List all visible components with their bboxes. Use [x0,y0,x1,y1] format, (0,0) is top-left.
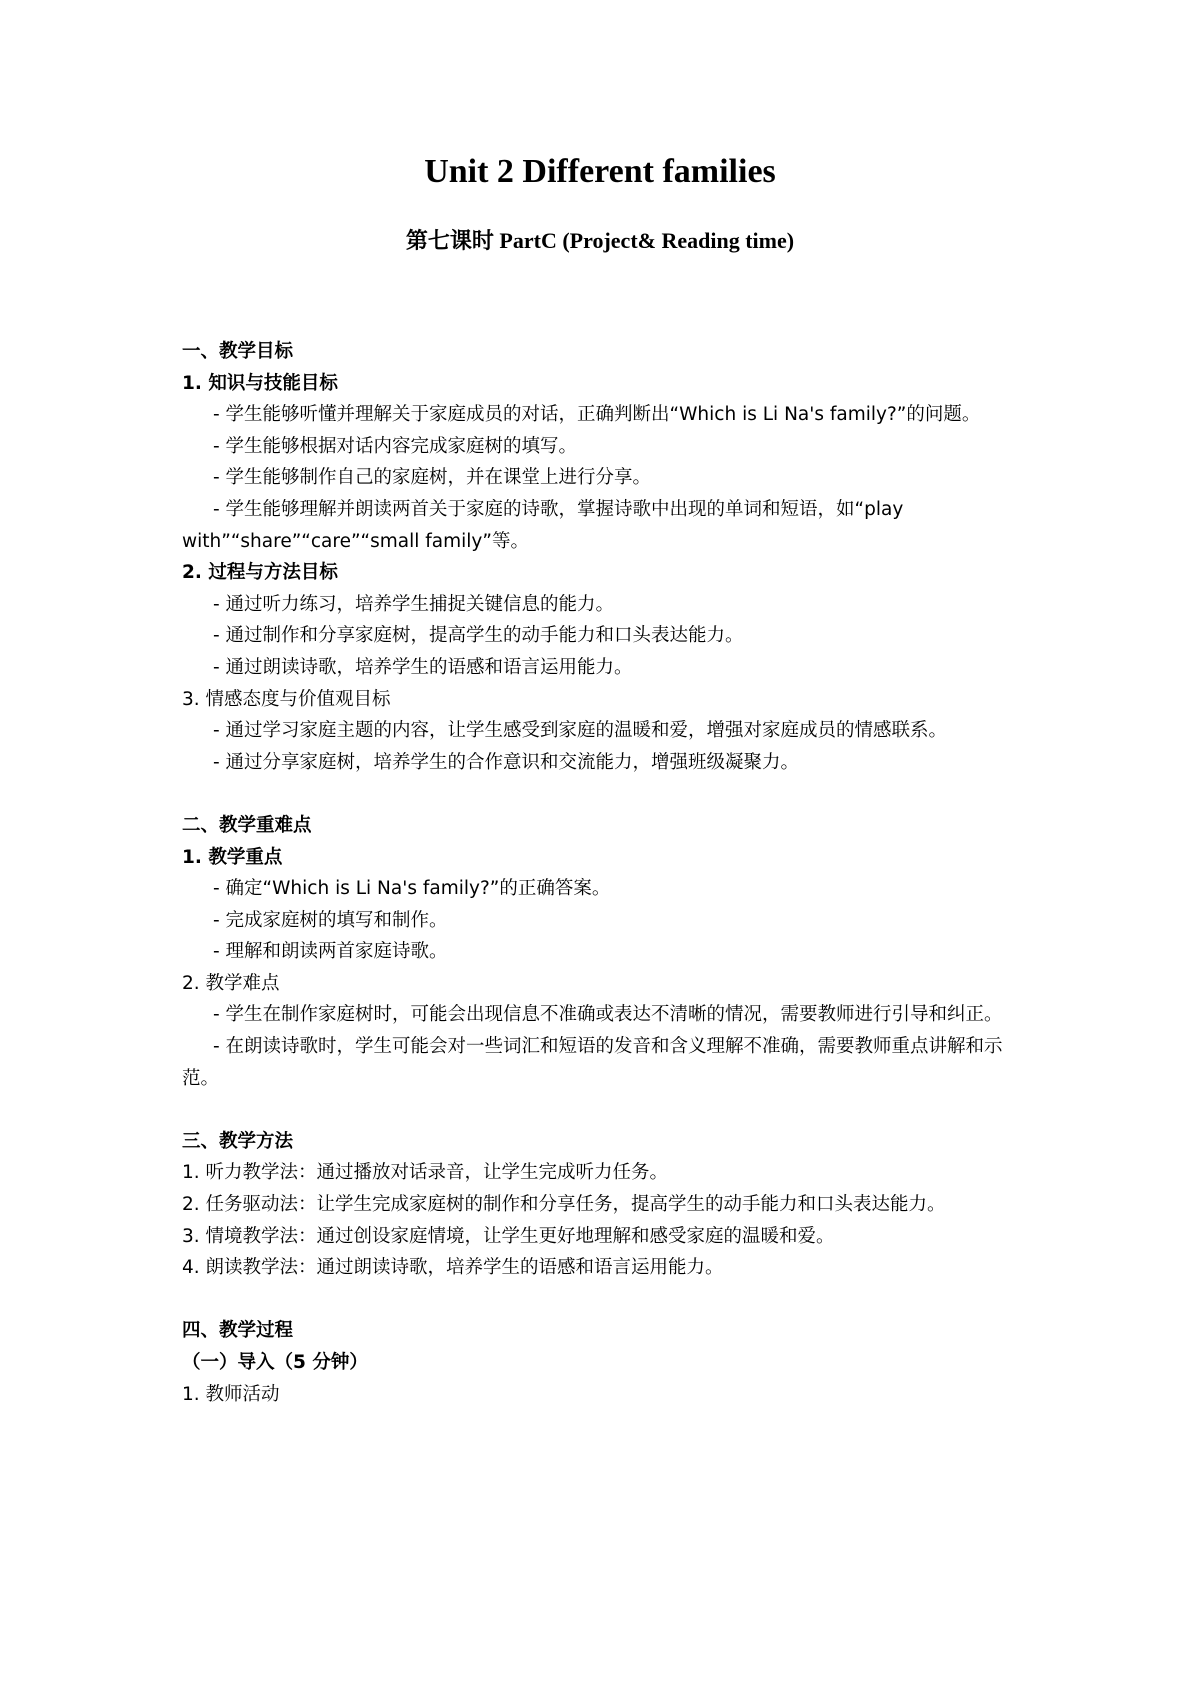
list-item: - 通过朗读诗歌，培养学生的语感和语言运用能力。 [213,656,633,678]
list-item: - 学生能够根据对话内容完成家庭树的填写。 [213,435,578,457]
list-item: - 确定“Which is Li Na's family?”的正确答案。 [213,878,611,900]
section-heading-key-points: 二、教学重难点 [182,814,312,836]
subheading-key-points: 1. 教学重点 [182,846,283,868]
list-item: - 学生能够理解并朗读两首关于家庭的诗歌，掌握诗歌中出现的单词和短语，如“play with”“share”“care”“small family”等。 [182,498,904,552]
list-item: - 在朗读诗歌时，学生可能会对一些词汇和短语的发音和含义理解不准确，需要教师重点讲解和示范。 [182,1036,1003,1089]
subheading-difficulties: 2. 教学难点 [182,972,280,994]
subheading-process-methods: 2. 过程与方法目标 [182,562,338,584]
document-title: Unit 2 Different families [424,153,776,190]
list-item: - 学生在制作家庭树时，可能会出现信息不准确或表达不清晰的情况，需要教师进行引导和纠正。 [213,1004,1003,1026]
document-body [182,336,1026,1410]
section-spacer [182,1284,1026,1316]
section-spacer [182,1094,1026,1126]
section-heading-objectives: 一、教学目标 [182,341,294,362]
list-item: - 通过分享家庭树，培养学生的合作意识和交流能力，增强班级凝聚力。 [213,751,800,773]
list-item: - 通过听力练习，培养学生捕捉关键信息的能力。 [213,593,615,615]
list-item: 1. 听力教学法：通过播放对话录音，让学生完成听力任务。 [182,1162,669,1184]
list-item: - 学生能够听懂并理解关于家庭成员的对话，正确判断出“Which is Li Na's family?”的问题。 [213,404,981,426]
section-heading-methods: 三、教学方法 [182,1130,294,1152]
section-heading-process: 四、教学过程 [182,1320,294,1342]
subheading-attitudes-values: 3. 情感态度与价值观目标 [182,688,391,710]
list-item: 2. 任务驱动法：让学生完成家庭树的制作和分享任务，提高学生的动手能力和口头表达能力。 [182,1194,946,1216]
subheading-introduction: （一）导入（5 分钟） [182,1352,368,1373]
list-item: - 学生能够制作自己的家庭树，并在课堂上进行分享。 [213,467,652,489]
list-item: - 通过学习家庭主题的内容，让学生感受到家庭的温暖和爱，增强对家庭成员的情感联系。 [213,720,948,742]
subheading-knowledge-skills: 1. 知识与技能目标 [182,372,338,394]
list-item: 3. 情境教学法：通过创设家庭情境，让学生更好地理解和感受家庭的温暖和爱。 [182,1225,835,1247]
document-subtitle: 第七课时 PartC (Project& Reading time) [405,228,795,253]
list-item: - 理解和朗读两首家庭诗歌。 [213,941,448,963]
list-item: 1. 教师活动 [182,1383,280,1405]
list-item: - 通过制作和分享家庭树，提高学生的动手能力和口头表达能力。 [213,625,744,647]
list-item: 4. 朗读教学法：通过朗读诗歌，培养学生的语感和语言运用能力。 [182,1257,724,1279]
list-item: - 完成家庭树的填写和制作。 [213,909,448,931]
section-spacer [182,778,1026,810]
